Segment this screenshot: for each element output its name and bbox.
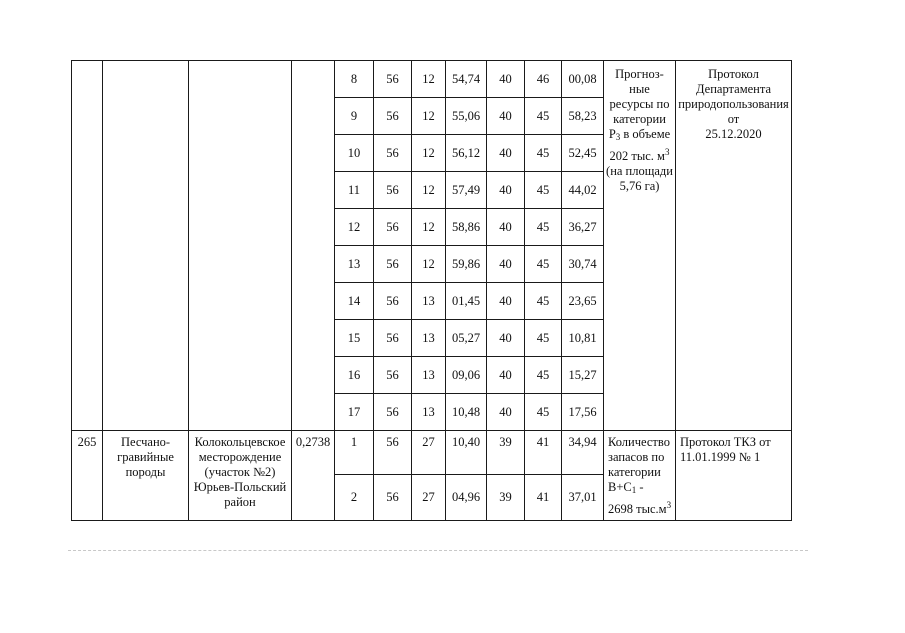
- note-line: 25.12.2020: [705, 127, 762, 141]
- lat-seconds: 56,12: [446, 135, 487, 172]
- record-number: 265: [72, 431, 103, 521]
- note-text: 2698 тыс.м: [608, 502, 667, 516]
- note-text: -: [636, 480, 644, 494]
- lon-seconds: 30,74: [562, 246, 604, 283]
- lat-degrees: 56: [374, 98, 412, 135]
- reserves-note: [604, 431, 676, 521]
- lat-degrees: 56: [374, 283, 412, 320]
- lat-degrees: 56: [374, 61, 412, 98]
- note-line: 11.01.1999 № 1: [680, 450, 761, 464]
- material-line: породы: [125, 465, 166, 479]
- lon-degrees: 40: [487, 209, 525, 246]
- lat-minutes: 13: [412, 394, 446, 431]
- lon-minutes: 45: [525, 246, 562, 283]
- note-line: Прогноз-: [615, 67, 664, 81]
- note-line: категории: [608, 465, 661, 479]
- point-number: 10: [335, 135, 374, 172]
- lat-minutes: 12: [412, 98, 446, 135]
- lat-degrees: 56: [374, 394, 412, 431]
- lat-degrees: 56: [374, 135, 412, 172]
- note-line: [606, 145, 673, 164]
- lat-seconds: 04,96: [446, 475, 487, 521]
- lat-seconds: 01,45: [446, 283, 487, 320]
- lon-minutes: 45: [525, 135, 562, 172]
- note-line: (на площади: [606, 164, 673, 178]
- lat-degrees: 56: [374, 246, 412, 283]
- document-note: [676, 61, 792, 431]
- lat-seconds: 09,06: [446, 357, 487, 394]
- lon-degrees: 40: [487, 98, 525, 135]
- lat-minutes: 12: [412, 135, 446, 172]
- lon-degrees: 40: [487, 283, 525, 320]
- empty-area-cell: [292, 61, 335, 431]
- point-number: 12: [335, 209, 374, 246]
- upper-section: [72, 61, 792, 431]
- empty-number-cell: [72, 61, 103, 431]
- material-line: гравийные: [117, 450, 174, 464]
- point-number: 16: [335, 357, 374, 394]
- lat-seconds: 57,49: [446, 172, 487, 209]
- deposit-name: [189, 431, 292, 521]
- lon-seconds: 00,08: [562, 61, 604, 98]
- deposit-line: район: [224, 495, 256, 509]
- note-line: Протокол: [708, 67, 759, 81]
- lat-minutes: 12: [412, 209, 446, 246]
- note-line: категории: [613, 112, 666, 126]
- lat-minutes: 27: [412, 475, 446, 521]
- lon-degrees: 40: [487, 320, 525, 357]
- lat-seconds: 58,86: [446, 209, 487, 246]
- lon-seconds: 52,45: [562, 135, 604, 172]
- unit-superscript: 3: [666, 500, 672, 510]
- note-line: ресурсы по: [609, 97, 670, 111]
- lon-minutes: 45: [525, 320, 562, 357]
- lat-seconds: 59,86: [446, 246, 487, 283]
- note-line: Количество: [608, 435, 670, 449]
- note-line: запасов по: [608, 450, 665, 464]
- point-number: 2: [335, 475, 374, 521]
- note-line: природопользования от: [678, 97, 789, 126]
- lon-minutes: 45: [525, 357, 562, 394]
- unit-superscript: 3: [664, 147, 670, 157]
- point-number: 11: [335, 172, 374, 209]
- empty-deposit-cell: [189, 61, 292, 431]
- note-line: 5,76 га): [619, 179, 660, 193]
- lon-minutes: 41: [525, 431, 562, 475]
- lat-seconds: 10,48: [446, 394, 487, 431]
- lon-degrees: 39: [487, 475, 525, 521]
- deposit-line: Колокольцевское: [194, 435, 286, 449]
- point-number: 8: [335, 61, 374, 98]
- material-line: Песчано-: [120, 435, 171, 449]
- category-label: В+С: [608, 480, 632, 494]
- point-number: 13: [335, 246, 374, 283]
- lat-seconds: 55,06: [446, 98, 487, 135]
- point-number: 9: [335, 98, 374, 135]
- lon-seconds: 58,23: [562, 98, 604, 135]
- lat-minutes: 13: [412, 320, 446, 357]
- lat-degrees: 56: [374, 357, 412, 394]
- category-label: Р: [608, 127, 616, 141]
- point-number: 17: [335, 394, 374, 431]
- deposit-line: Юрьев-Польский: [193, 480, 287, 494]
- lon-seconds: 37,01: [562, 475, 604, 521]
- lon-minutes: 46: [525, 61, 562, 98]
- lat-minutes: 12: [412, 172, 446, 209]
- lat-minutes: 13: [412, 357, 446, 394]
- lon-seconds: 15,27: [562, 357, 604, 394]
- lat-minutes: 12: [412, 246, 446, 283]
- point-number: 15: [335, 320, 374, 357]
- lon-degrees: 40: [487, 246, 525, 283]
- lon-degrees: 40: [487, 61, 525, 98]
- note-text: в объеме: [620, 127, 671, 141]
- category-subscript: 1: [631, 485, 637, 495]
- table-row: [72, 61, 792, 98]
- lon-seconds: 34,94: [562, 431, 604, 475]
- lat-degrees: 56: [374, 475, 412, 521]
- deposits-table: [71, 60, 792, 521]
- area-value: 0,2738: [292, 431, 335, 521]
- lon-seconds: 17,56: [562, 394, 604, 431]
- lon-minutes: 45: [525, 98, 562, 135]
- deposit-line: месторождение: [198, 450, 282, 464]
- lon-minutes: 45: [525, 283, 562, 320]
- note-line: ные: [629, 82, 650, 96]
- lon-minutes: 45: [525, 209, 562, 246]
- lat-degrees: 56: [374, 209, 412, 246]
- empty-material-cell: [103, 61, 189, 431]
- lat-degrees: 56: [374, 431, 412, 475]
- note-text: 202 тыс. м: [609, 149, 665, 163]
- lon-degrees: 40: [487, 135, 525, 172]
- note-line: Департамента: [695, 82, 772, 96]
- lat-degrees: 56: [374, 320, 412, 357]
- lat-seconds: 10,40: [446, 431, 487, 475]
- lon-degrees: 39: [487, 431, 525, 475]
- lon-minutes: 41: [525, 475, 562, 521]
- lon-minutes: 45: [525, 172, 562, 209]
- lon-seconds: 36,27: [562, 209, 604, 246]
- note-line: Протокол ТКЗ от: [680, 435, 771, 449]
- lat-minutes: 12: [412, 61, 446, 98]
- scan-artifact-line: [68, 550, 808, 551]
- note-line: [608, 498, 675, 517]
- lon-degrees: 40: [487, 394, 525, 431]
- material-type: [103, 431, 189, 521]
- lower-section: [72, 431, 792, 521]
- table-row: [72, 431, 792, 475]
- document-note: [676, 431, 792, 521]
- deposit-line: (участок №2): [204, 465, 276, 479]
- point-number: 1: [335, 431, 374, 475]
- note-line: [608, 480, 675, 498]
- lon-seconds: 10,81: [562, 320, 604, 357]
- point-number: 14: [335, 283, 374, 320]
- lon-degrees: 40: [487, 357, 525, 394]
- lon-seconds: 23,65: [562, 283, 604, 320]
- note-line: [606, 127, 673, 145]
- lon-minutes: 45: [525, 394, 562, 431]
- resources-note: [604, 61, 676, 431]
- lat-seconds: 54,74: [446, 61, 487, 98]
- lat-minutes: 13: [412, 283, 446, 320]
- lat-degrees: 56: [374, 172, 412, 209]
- lon-seconds: 44,02: [562, 172, 604, 209]
- category-subscript: 3: [615, 132, 621, 142]
- lon-degrees: 40: [487, 172, 525, 209]
- lat-minutes: 27: [412, 431, 446, 475]
- lat-seconds: 05,27: [446, 320, 487, 357]
